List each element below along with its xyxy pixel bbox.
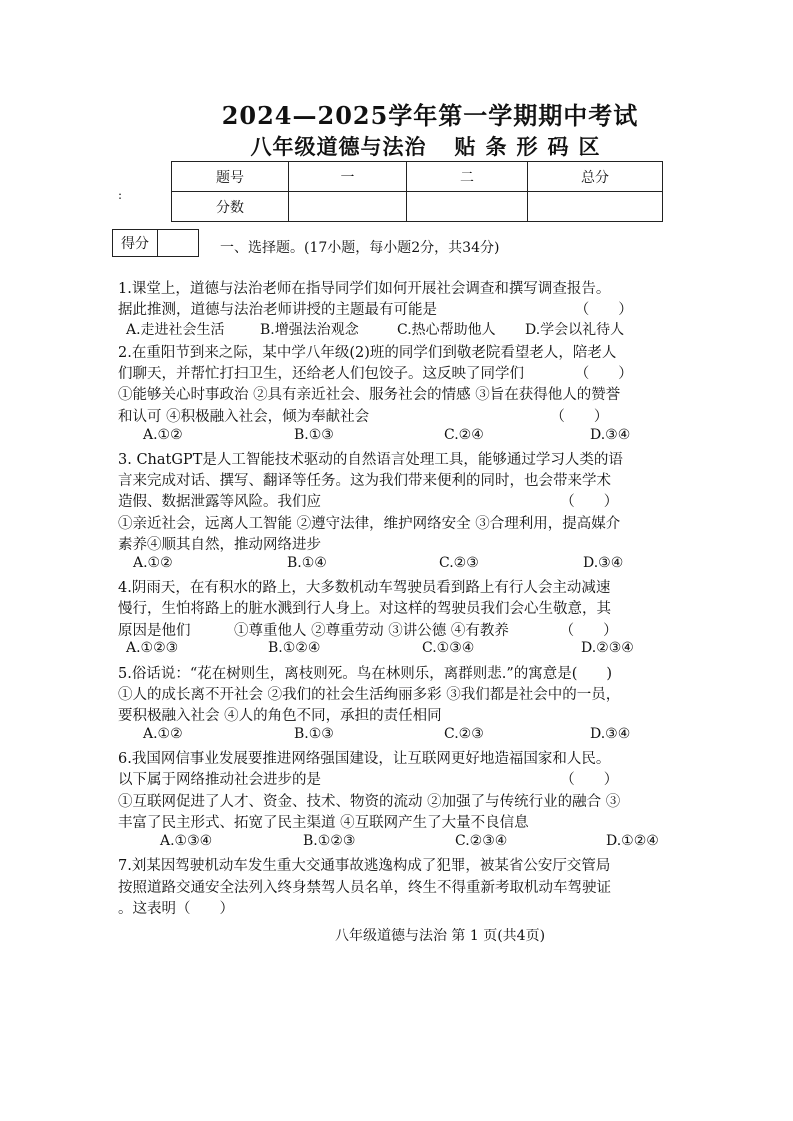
question-text-line: 2.在重阳节到来之际，某中学八年级(2)班的同学们到敬老院看望老人，陪老人 xyxy=(118,345,617,361)
question-text-line: 据此推测，道德与法治老师讲授的主题最有可能是 （ ） xyxy=(118,302,633,318)
barcode-sticker-area-label: 贴条形码区 xyxy=(454,134,610,159)
question-text-line: 6.我国网信事业发展要推进网络强国建设，让互联网更好地造福国家和人民。 xyxy=(118,751,611,767)
section-score-cell[interactable] xyxy=(158,230,199,257)
option-c: C.热心帮助他人 xyxy=(397,322,496,338)
option-d: D.③④ xyxy=(583,555,624,571)
side-mark: : xyxy=(118,188,123,202)
question-text-line: 。这表明（ ） xyxy=(118,901,234,917)
section-score-box xyxy=(112,229,199,257)
option-d: D.学会以礼待人 xyxy=(525,322,625,338)
option-c: C.②③④ xyxy=(455,833,508,849)
exam-subtitle xyxy=(0,131,793,161)
score-table xyxy=(171,161,663,222)
option-b: B.增强法治观念 xyxy=(260,322,359,338)
section-score-label: 得分 xyxy=(113,230,158,257)
question-text-line: 原因是他们 ①尊重他人 ②尊重劳动 ③讲公德 ④有教养 （ ） xyxy=(118,623,618,639)
option-c: C.②③ xyxy=(444,726,484,742)
score-cell[interactable] xyxy=(528,192,663,222)
score-table-header-row xyxy=(172,162,663,192)
option-d: D.①②④ xyxy=(606,833,659,849)
option-a: A.走进社会生活 xyxy=(126,322,225,338)
score-row-label: 分数 xyxy=(172,192,289,222)
option-b: B.①③ xyxy=(294,427,334,443)
option-b: B.①②③ xyxy=(303,833,356,849)
option-d: D.②③④ xyxy=(581,640,634,656)
question-text-line: 5.俗话说：“花在树则生，离枝则死。鸟在林则乐，离群则悲.”的寓意是( ) xyxy=(118,666,613,682)
exam-title: 2024—2025学年第一学期期中考试 xyxy=(221,101,639,130)
option-a: A.①②③ xyxy=(126,640,179,656)
question-text-line: 1.课堂上，道德与法治老师在指导同学们如何开展社会调查和撰写调查报告。 xyxy=(118,281,611,297)
score-cell[interactable] xyxy=(407,192,528,222)
question-text-line: 以下属于网络推动社会进步的是 （ ） xyxy=(118,772,619,788)
score-table-header: 一 xyxy=(289,162,407,192)
option-c: C.②④ xyxy=(444,427,484,443)
option-d: D.③④ xyxy=(590,427,631,443)
option-c: C.①③④ xyxy=(422,640,475,656)
question-text-line: 言来完成对话、撰写、翻译等任务。这为我们带来便利的同时，也会带来学术 xyxy=(118,473,611,489)
option-a: A.①③④ xyxy=(160,833,213,849)
score-table-header: 二 xyxy=(407,162,528,192)
question-text-line: ①亲近社会，远离人工智能 ②遵守法律，维护网络安全 ③合理利用，提高媒介 xyxy=(118,516,621,532)
subject-name: 八年级道德与法治 xyxy=(250,134,427,159)
score-table-header: 题号 xyxy=(172,162,289,192)
question-text-line: 3. ChatGPT是人工智能技术驱动的自然语言处理工具，能够通过学习人类的语 xyxy=(118,452,623,468)
question-text-line: 7.刘某因驾驶机动车发生重大交通事故逃逸构成了犯罪，被某省公安厅交管局 xyxy=(118,858,611,874)
option-c: C.②③ xyxy=(439,555,479,571)
option-a: A.①② xyxy=(143,427,183,443)
question-text-line: ①互联网促进了人才、资金、技术、物资的流动 ②加强了与传统行业的融合 ③ xyxy=(118,794,621,810)
option-b: B.①④ xyxy=(287,555,327,571)
option-a: A.①② xyxy=(143,726,183,742)
question-text-line: 们聊天，并帮忙打扫卫生，还给老人们包饺子。这反映了同学们 （ ） xyxy=(118,366,633,382)
question-text-line: 按照道路交通安全法列入终身禁驾人员名单，终生不得重新考取机动车驾驶证 xyxy=(118,880,611,896)
option-d: D.③④ xyxy=(590,726,631,742)
question-text-line: 和认可 ④积极融入社会，倾为奉献社会 （ ） xyxy=(118,409,609,425)
option-b: B.①②④ xyxy=(268,640,321,656)
question-text-line: 丰富了民主形式、拓宽了民主渠道 ④互联网产生了大量不良信息 xyxy=(118,815,529,831)
score-table-header: 总分 xyxy=(528,162,663,192)
score-cell[interactable] xyxy=(289,192,407,222)
section-heading: 一、选择题。(17小题，每小题2分，共34分) xyxy=(220,240,500,256)
question-text-line: 4.阴雨天，在有积水的路上，大多数机动车驾驶员看到路上有行人会主动减速 xyxy=(118,580,611,596)
page-footer: 八年级道德与法治 第 1 页(共4页) xyxy=(334,928,546,944)
question-text-line: 慢行，生怕将路上的脏水溅到行人身上。对这样的驾驶员我们会心生敬意，其 xyxy=(118,601,611,617)
score-table-row xyxy=(172,192,663,222)
question-text-line: 素养④顺其自然，推动网络进步 xyxy=(118,537,321,553)
question-text-line: 要积极融入社会 ④人的角色不同，承担的责任相同 xyxy=(118,708,442,724)
question-text-line: 造假、数据泄露等风险。我们应 （ ） xyxy=(118,494,619,510)
option-b: B.①③ xyxy=(294,726,334,742)
question-text-line: ①能够关心时事政治 ②具有亲近社会、服务社会的情感 ③旨在获得他人的赞誉 xyxy=(118,387,621,403)
option-a: A.①② xyxy=(133,555,173,571)
question-text-line: ①人的成长离不开社会 ②我们的社会生活绚丽多彩 ③我们都是社会中的一员， xyxy=(118,687,621,703)
